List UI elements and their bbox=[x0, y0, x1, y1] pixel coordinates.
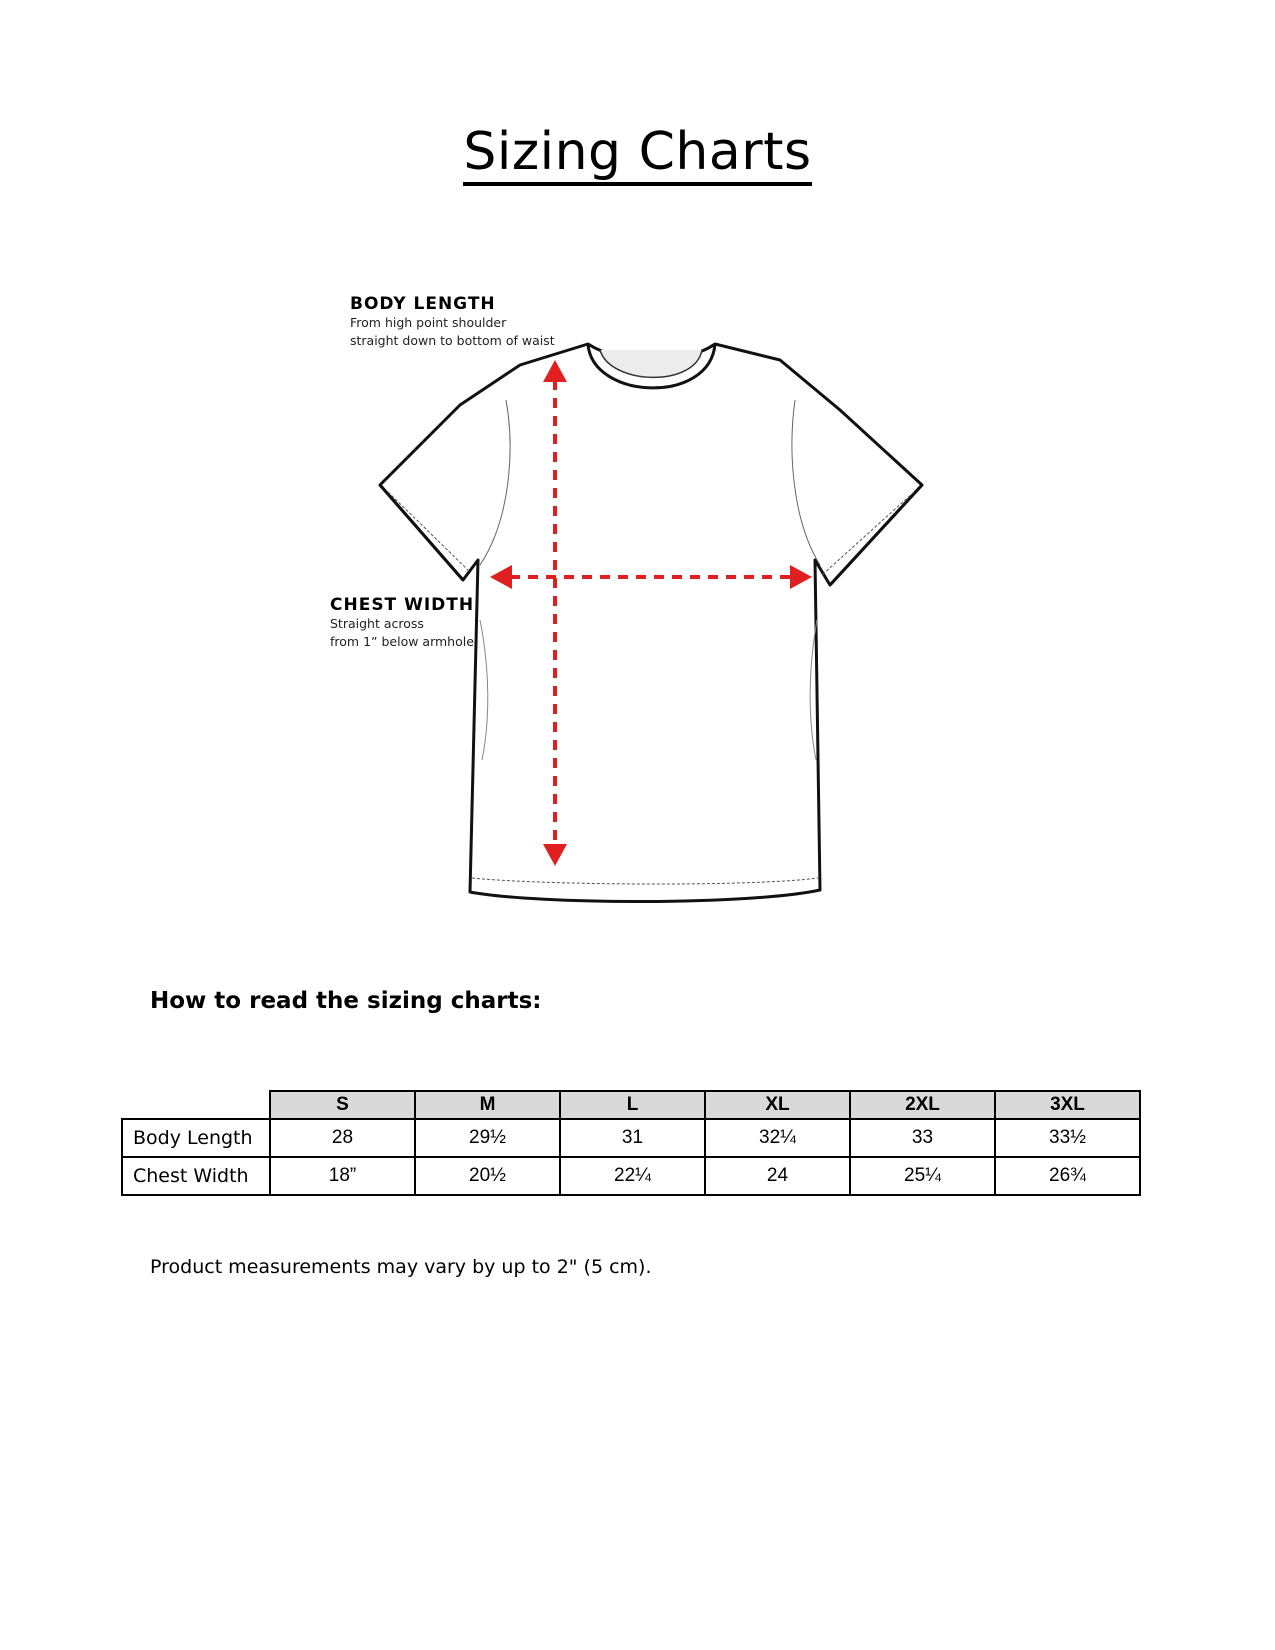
chest-width-title: CHEST WIDTH bbox=[330, 595, 475, 615]
table-cell: 25¼ bbox=[850, 1157, 995, 1195]
table-cell: 24 bbox=[705, 1157, 850, 1195]
size-header: XL bbox=[705, 1091, 850, 1119]
row-label: Chest Width bbox=[122, 1157, 270, 1195]
size-header: 2XL bbox=[850, 1091, 995, 1119]
chest-width-label bbox=[330, 595, 474, 651]
table-corner bbox=[122, 1091, 270, 1119]
size-header: L bbox=[560, 1091, 705, 1119]
chest-width-desc-1: Straight across bbox=[330, 616, 424, 631]
table-cell: 26¾ bbox=[995, 1157, 1140, 1195]
table-cell: 33 bbox=[850, 1119, 995, 1157]
page-title: Sizing Charts bbox=[0, 122, 1275, 182]
size-header: M bbox=[415, 1091, 560, 1119]
table-row bbox=[122, 1119, 1140, 1157]
table-cell: 31 bbox=[560, 1119, 705, 1157]
body-length-label bbox=[350, 294, 555, 350]
table-cell: 33½ bbox=[995, 1119, 1140, 1157]
table-cell: 18” bbox=[270, 1157, 415, 1195]
table-cell: 28 bbox=[270, 1119, 415, 1157]
chest-width-desc-2: from 1” below armhole bbox=[330, 634, 474, 649]
body-length-desc-1: From high point shoulder bbox=[350, 315, 507, 330]
table-row bbox=[122, 1157, 1140, 1195]
size-table bbox=[121, 1090, 1141, 1196]
table-cell: 32¼ bbox=[705, 1119, 850, 1157]
instructions-heading: How to read the sizing charts: bbox=[150, 988, 542, 1014]
table-cell: 20½ bbox=[415, 1157, 560, 1195]
row-label: Body Length bbox=[122, 1119, 270, 1157]
size-header-row bbox=[122, 1091, 1140, 1119]
table-cell: 29½ bbox=[415, 1119, 560, 1157]
size-header: 3XL bbox=[995, 1091, 1140, 1119]
body-length-title: BODY LENGTH bbox=[350, 294, 496, 314]
body-length-desc-2: straight down to bottom of waist bbox=[350, 333, 555, 348]
size-header: S bbox=[270, 1091, 415, 1119]
tshirt-diagram bbox=[330, 290, 950, 930]
measurement-note: Product measurements may vary by up to 2" (5 cm). bbox=[150, 1256, 652, 1278]
table-cell: 22¼ bbox=[560, 1157, 705, 1195]
